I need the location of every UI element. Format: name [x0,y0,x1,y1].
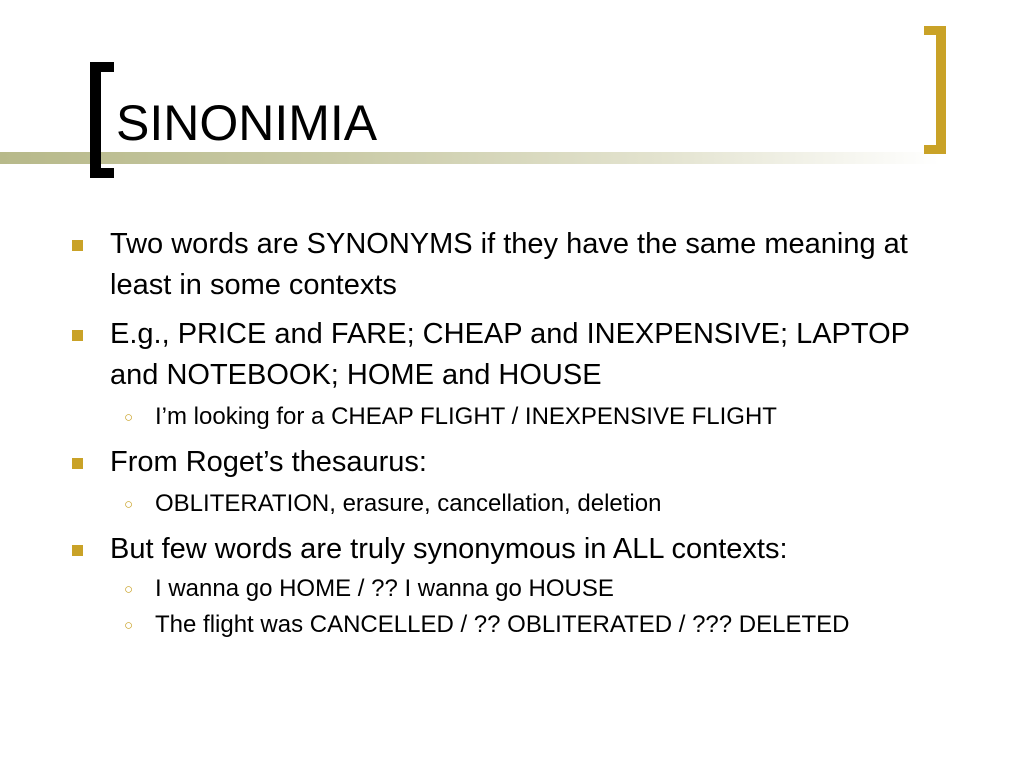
right-bracket-decoration [924,26,946,154]
bullet-text: Two words are SYNONYMS if they have the same meaning at least in some contexts [110,228,908,301]
bullet-item [72,224,952,306]
sub-bullet-item [72,608,952,642]
sub-bullet-text: I wanna go HOME / ?? I wanna go HOUSE [155,575,614,602]
circle-bullet-icon: ○ [124,581,134,598]
bullet-text: From Roget’s thesaurus: [110,446,427,478]
slide-title: SINONIMIA [116,98,383,148]
sub-bullet-item [72,572,952,606]
sub-bullet-item [72,487,952,521]
circle-bullet-icon: ○ [124,496,134,513]
bullet-item [72,442,952,483]
sub-bullet-text: OBLITERATION, erasure, cancellation, deletion [155,490,662,517]
square-bullet-icon [72,545,83,556]
sub-bullet-text: I’m looking for a CHEAP FLIGHT / INEXPENSIVE FLIGHT [155,403,777,430]
title-underline-bar [0,152,940,164]
circle-bullet-icon: ○ [124,617,134,634]
square-bullet-icon [72,330,83,341]
left-bracket-decoration [90,62,114,178]
square-bullet-icon [72,240,83,251]
bullet-text: But few words are truly synonymous in ALL contexts: [110,533,788,565]
bullet-text: E.g., PRICE and FARE; CHEAP and INEXPENSIVE; LAPTOP and NOTEBOOK; HOME and HOUSE [110,318,910,391]
sub-bullet-text: The flight was CANCELLED / ?? OBLITERATED / ??? DELETED [155,611,850,638]
square-bullet-icon [72,458,83,469]
bullet-item [72,529,952,570]
circle-bullet-icon: ○ [124,409,134,426]
bullet-list [72,224,952,650]
sub-bullet-item [72,400,952,434]
bullet-item [72,314,952,396]
